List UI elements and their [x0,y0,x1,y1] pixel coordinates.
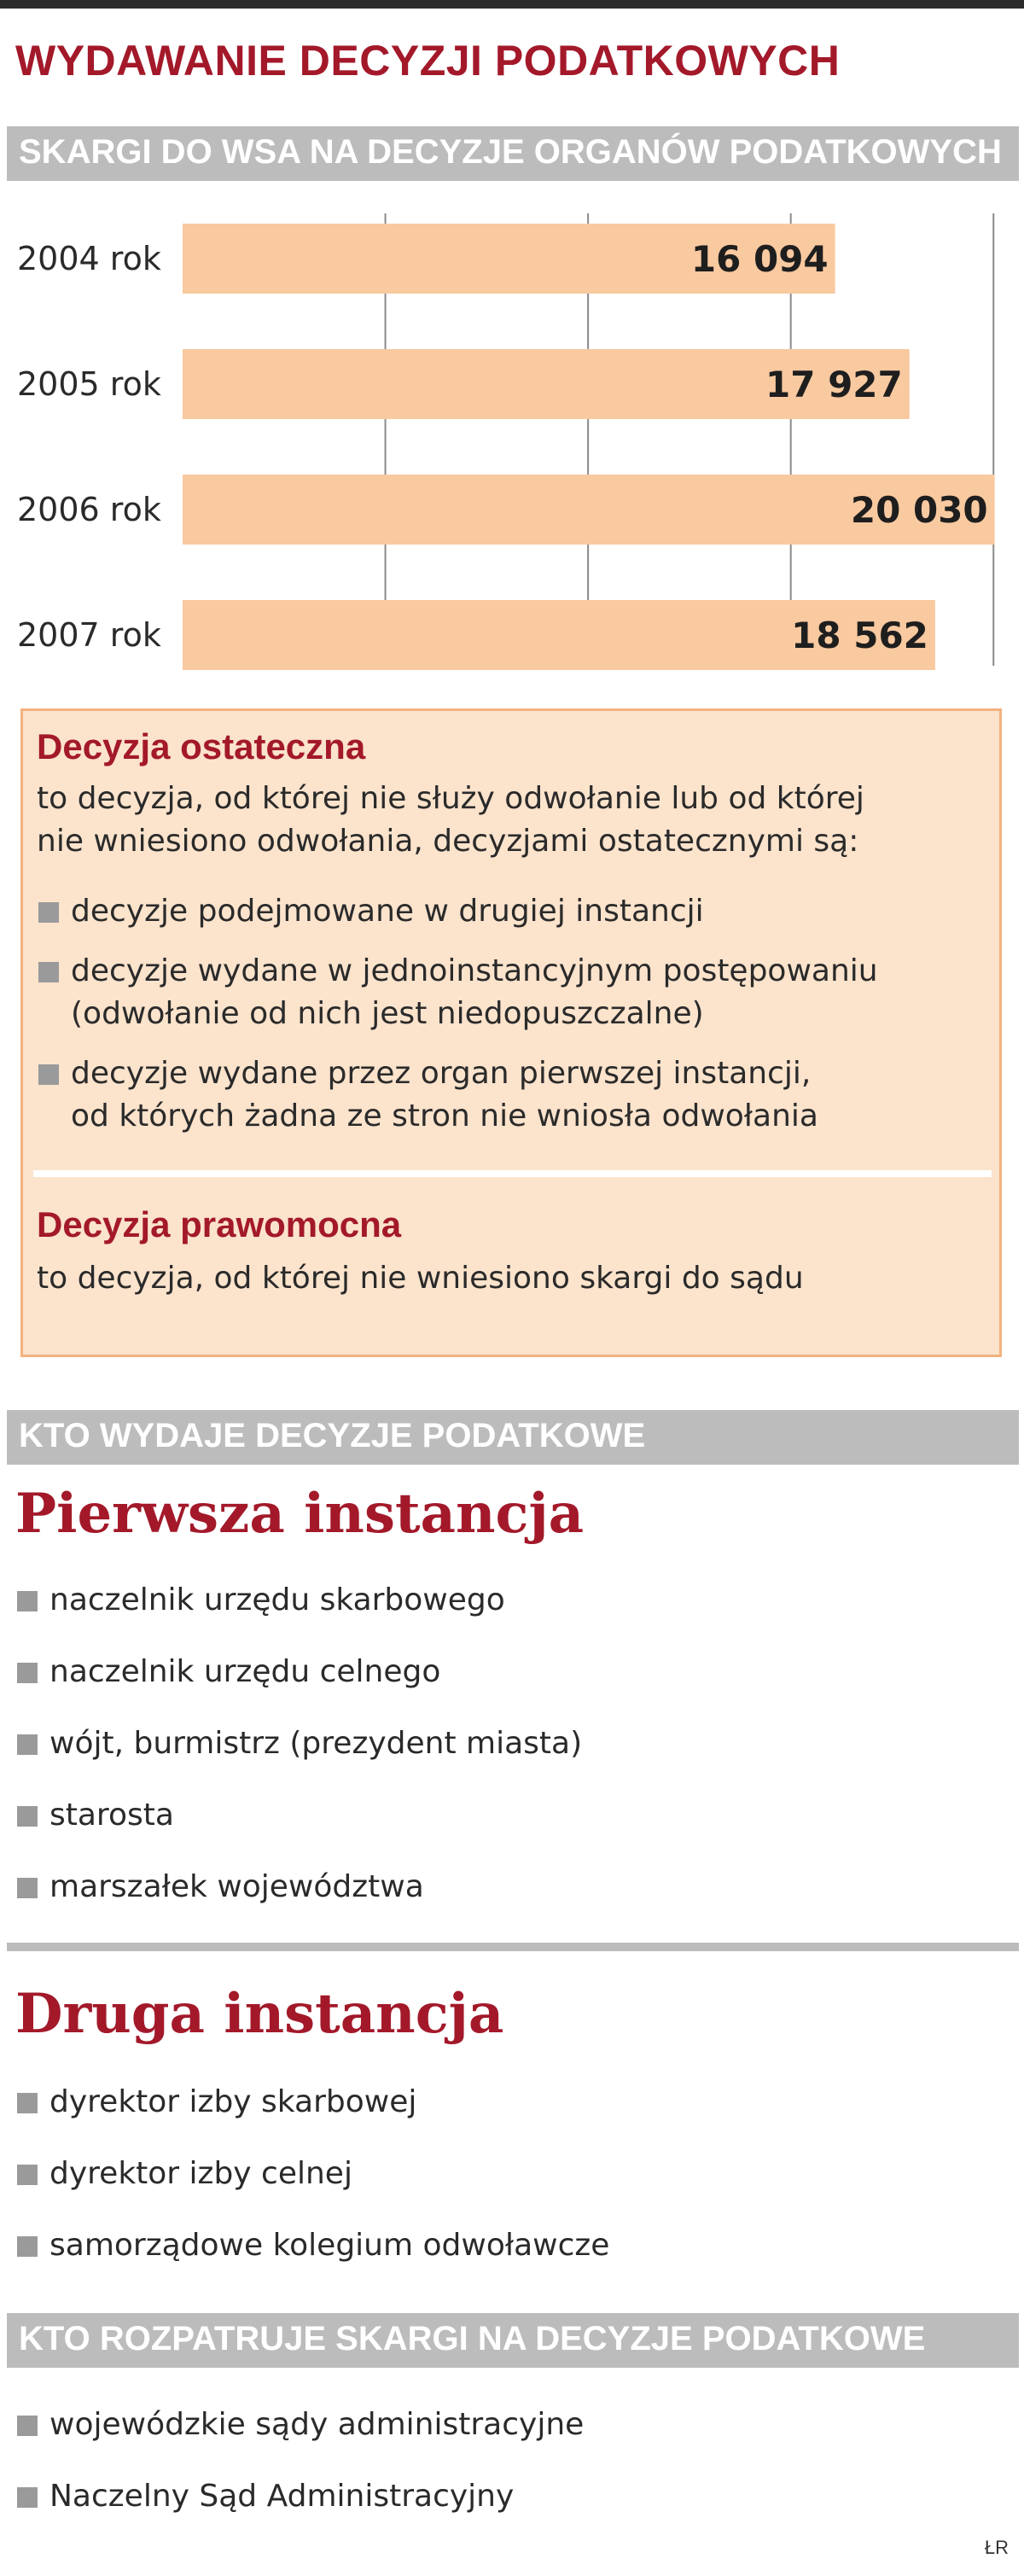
bullet-icon [17,2416,38,2436]
first-instance-item-4: starosta [49,1798,174,1833]
value-label-4: 18 562 [791,615,928,656]
who-reviews-item-1: wojewódzkie sądy administracyjne [49,2407,585,2442]
definition-bullet-2-line-1: decyzje wydane w jednoinstancyjnym postępowaniu [71,953,878,988]
category-label-1: 2004 rok [17,240,161,277]
first-instance-item-1: naczelnik urzędu skarbowego [49,1582,505,1617]
definitions-box [20,708,1002,1357]
bullet-icon [17,2093,38,2113]
section-divider [7,1943,1019,1951]
bullet-icon [17,1806,38,1827]
bullet-icon [38,962,59,982]
definition-bullet-3-line-1: decyzje wydane przez organ pierwszej instancji, [71,1056,812,1091]
definition-prawomocna-text: to decyzja, od której nie wniesiono skargi do sądu [37,1261,804,1296]
page-title: WYDAWANIE DECYZJI PODATKOWYCH [15,37,841,85]
bullet-icon [17,1663,38,1683]
value-label-2: 17 927 [765,364,903,405]
who-issues-section-header [7,1410,1019,1465]
second-instance-item-2: dyrektor izby celnej [49,2156,352,2191]
definition-bullet-3-line-2: od których żadna ze stron nie wniosła odwołania [71,1099,818,1134]
bullet-icon [17,1734,38,1755]
definitions-divider [33,1170,992,1177]
definition-bullet-2-line-2: (odwołanie od nich jest niedopuszczalne) [71,996,704,1031]
bullet-icon [17,2236,38,2257]
who-reviews-item-2: Naczelny Sąd Administracyjny [49,2479,515,2514]
second-instance-item-1: dyrektor izby skarbowej [49,2084,417,2119]
bar-chart [0,188,1024,683]
bullet-icon [17,1591,38,1611]
bullet-icon [38,1064,59,1085]
category-label-2: 2005 rok [17,365,161,403]
definition-prawomocna-title: Decyzja prawomocna [37,1204,402,1244]
bullet-icon [17,2165,38,2185]
definition-bullet-1: decyzje podejmowane w drugiej instancji [71,894,704,929]
top-rule [0,0,1024,9]
category-label-4: 2007 rok [17,616,161,654]
category-label-3: 2006 rok [17,491,161,528]
chart-section-header [7,126,1019,181]
first-instance-title: Pierwsza instancja [15,1482,585,1546]
bullet-icon [17,2487,38,2508]
bullet-icon [38,902,59,923]
value-label-1: 16 094 [690,238,829,280]
second-instance-item-3: samorządowe kolegium odwoławcze [49,2228,610,2263]
definition-ostateczna-line-2: nie wniesiono odwołania, decyzjami ostatecznymi są: [37,824,859,859]
definition-ostateczna-title: Decyzja ostateczna [37,726,366,766]
value-label-3: 20 030 [850,489,988,531]
author-credit: ŁR [984,2537,1009,2558]
bullet-icon [17,1878,38,1898]
first-instance-item-5: marszałek województwa [49,1869,424,1904]
who-issues-section-title: KTO WYDAJE DECYZJE PODATKOWE [19,1417,646,1454]
who-reviews-section-header [7,2313,1019,2368]
who-reviews-section-title: KTO ROZPATRUJE SKARGI NA DECYZJE PODATKOWE [19,2320,926,2357]
first-instance-item-3: wójt, burmistrz (prezydent miasta) [49,1726,583,1761]
chart-section-title: SKARGI DO WSA NA DECYZJE ORGANÓW PODATKOWYCH [19,133,1002,171]
first-instance-item-2: naczelnik urzędu celnego [49,1654,441,1689]
second-instance-title: Druga instancja [15,1982,504,2046]
definition-ostateczna-line-1: to decyzja, od której nie służy odwołanie lub od której [37,781,864,816]
